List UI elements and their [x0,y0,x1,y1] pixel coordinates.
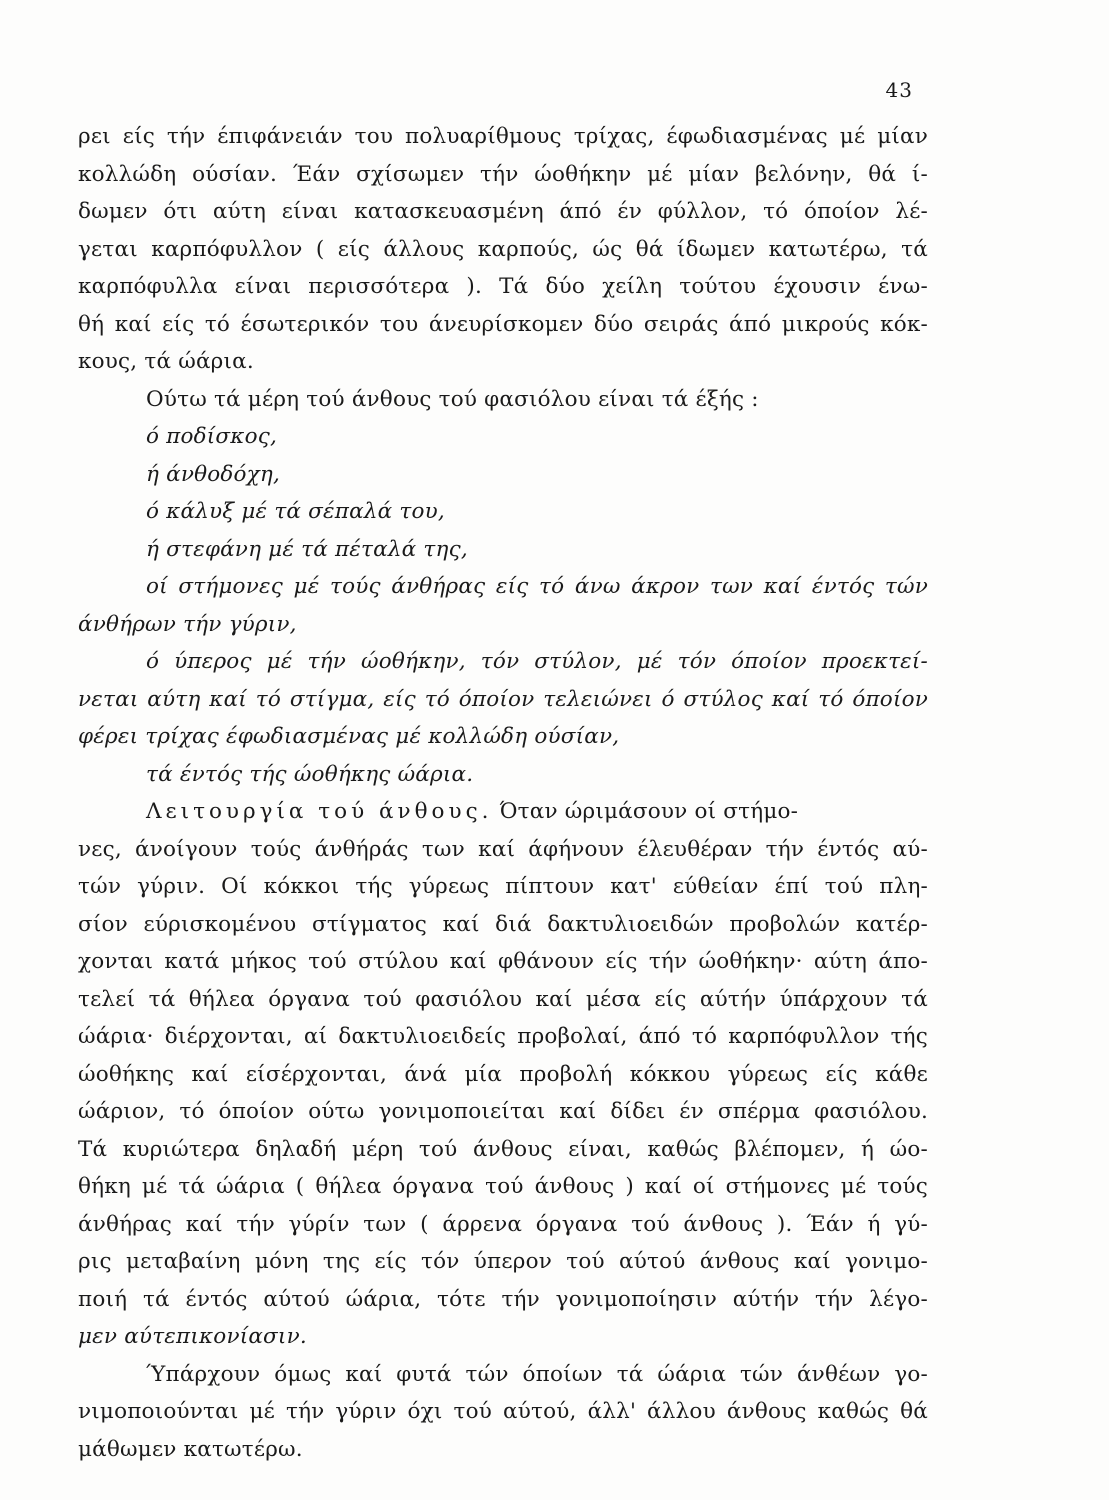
text-line: Τά κυριώτερα δηλαδή μέρη τού άνθους είναι, καθώς βλέπομεν, ή ώο- [78,1136,928,1162]
list-item: ή άνθοδόχη, [146,461,281,487]
text-line: μάθωμεν κατωτέρω. [78,1436,303,1462]
page-number: 43 [885,78,913,102]
text-line: χονται κατά μήκος τού στύλου καί φθάνουν είς τήν ώοθήκην· αύτη άπο- [78,949,928,974]
text-line: ρει είς τήν έπιφάνειάν του πολυαρίθμους τρίχας, έφωδιασμένας μέ μίαν [78,124,928,149]
list-item: νεται αύτη καί τό στίγμα, είς τό όποίον τελειώνει ό στύλος καί τό όποίον [78,686,928,712]
text-line: ρις μεταβαίνη μόνη της είς τόν ύπερον τού αύτού άνθους καί γονιμο- [78,1249,928,1274]
section-heading: Λειτουργία τού άνθους. [146,799,493,824]
text-line: σίον εύρισκομένου στίγματος καί διά δακτυλιοειδών προβολών κατέρ- [78,911,928,937]
list-item: ό κάλυξ μέ τά σέπαλά του, [146,499,445,524]
list-item: φέρει τρίχας έφωδιασμένας μέ κολλώδη ούσίαν, [78,724,620,749]
list-item: άνθήρων τήν γύριν, [78,611,297,637]
text-line: νες, άνοίγουν τούς άνθήράς των καί άφήνουν έλευθέραν τήν έντός αύ- [78,836,928,862]
list-item: ή στεφάνη μέ τά πέταλά της, [146,536,468,562]
text-line: κολλώδη ούσίαν. Έάν σχίσωμεν τήν ώοθήκην μέ μίαν βελόνην, θά ί- [78,161,928,187]
list-item: ό ύπερος μέ τήν ώοθήκην, τόν στύλον, μέ τόν όποίον προεκτεί- [146,649,928,674]
list-item: τά έντός τής ώοθήκης ώάρια. [146,761,474,787]
text-line: κους, τά ώάρια. [78,349,254,374]
text-line: άνθήρας καί τήν γύρίν των ( άρρενα όργανα τού άνθους ). Έάν ή γύ- [78,1211,928,1237]
text-line: θήκη μέ τά ώάρια ( θήλεα όργανα τού άνθους ) καί οί στήμονες μέ τούς [78,1174,928,1199]
text-line: νιμοποιούνται μέ τήν γύριν όχι τού αύτού, άλλ' άλλου άνθους καθώς θά [78,1399,928,1424]
text-line: Ύπάρχουν όμως καί φυτά τών όποίων τά ώάρια τών άνθέων γο- [146,1361,928,1387]
text-line: καρπόφυλλα είναι περισσότερα ). Τά δύο χείλη τούτου έχουσιν ένω- [78,274,928,299]
text-line: ώοθήκης καί είσέρχονται, άνά μία προβολή κόκκου γύρεως είς κάθε [78,1061,928,1087]
list-item: οί στήμονες μέ τούς άνθήρας είς τό άνω άκρον των καί έντός τών [146,574,928,599]
text-line: ώάριον, τό όποίον ούτω γονιμοποιείται καί δίδει έν σπέρμα φασιόλου. [78,1099,928,1124]
text-line: ώάρια· διέρχονται, αί δακτυλιοειδείς προβολαί, άπό τό καρπόφυλλον τής [78,1024,928,1049]
text-line: τελεί τά θήλεα όργανα τού φασιόλου καί μέσα είς αύτήν ύπάρχουν τά [78,986,928,1012]
text-line: τών γύριν. Οί κόκκοι τής γύρεως πίπτουν κατ' εύθείαν έπί τού πλη- [78,874,928,899]
text-line: Ούτω τά μέρη τού άνθους τού φασιόλου είναι τά έξής : [146,386,759,412]
text-line: ποιή τά έντός αύτού ώάρια, τότε τήν γονιμοποίησιν αύτήν τήν λέγο- [78,1286,928,1312]
text-fragment: Όταν ώριμάσουν οί στήμο- [499,799,799,824]
text-line [78,793,928,831]
text-line: μεν αύτεπικονίασιν. [78,1324,307,1349]
body-text [78,118,928,1468]
text-line: θή καί είς τό έσωτερικόν του άνευρίσκομεν δύο σειράς άπό μικρούς κόκ- [78,311,928,337]
list-item: ό ποδίσκος, [146,424,278,449]
text-line: δωμεν ότι αύτη είναι κατασκευασμένη άπό έν φύλλον, τό όποίον λέ- [78,199,928,224]
text-line: γεται καρπόφυλλον ( είς άλλους καρπούς, ώς θά ίδωμεν κατωτέρω, τά [78,236,928,262]
